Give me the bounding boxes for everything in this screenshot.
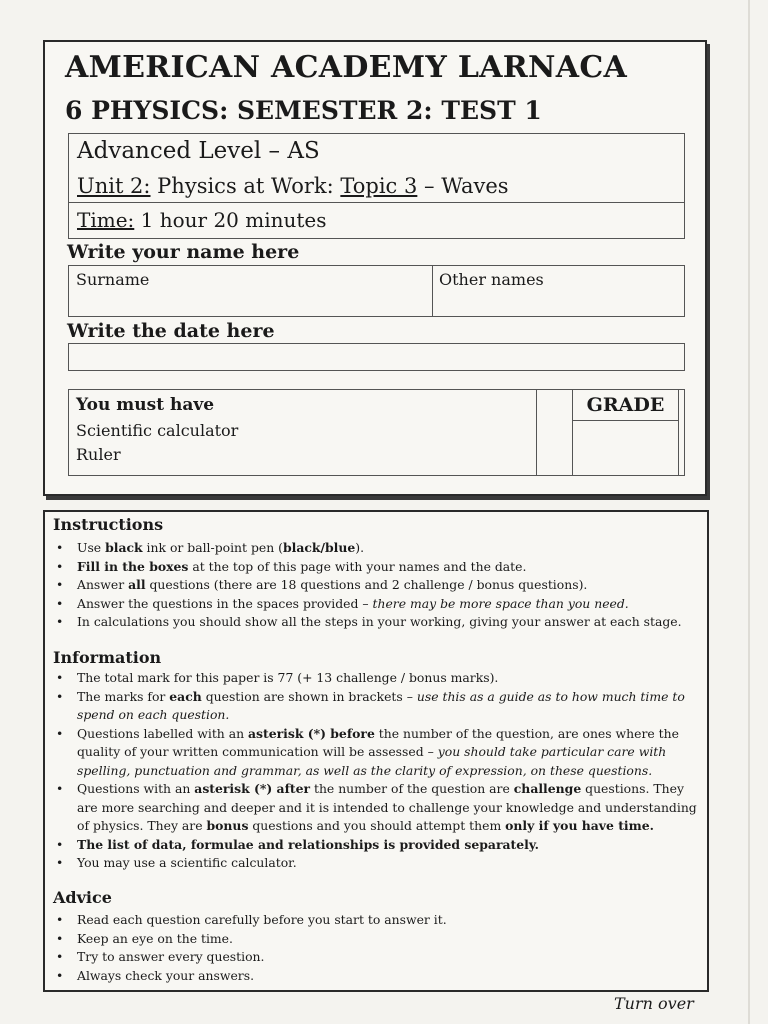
unit-label: Unit 2: — [77, 174, 151, 198]
bullet-item — [53, 967, 703, 986]
bullet-item — [53, 558, 703, 577]
unit-title: Physics at Work: — [150, 174, 341, 198]
equipment-box — [68, 389, 685, 476]
bullet-text: Try to answer every question. — [77, 949, 265, 964]
bullet-item — [53, 725, 703, 781]
name-heading: Write your name here — [67, 241, 300, 263]
bullet-item — [53, 836, 703, 855]
instructions-list — [53, 539, 703, 632]
bullet-text: questions (there are 18 questions and 2 challenge / bonus questions). — [145, 577, 588, 592]
bullet-item — [53, 780, 703, 836]
grade-label: GRADE — [572, 390, 679, 421]
time-value: 1 hour 20 minutes — [134, 208, 327, 232]
other-names-field[interactable]: Other names — [439, 270, 544, 289]
time-label: Time: — [77, 208, 135, 232]
course-info-box — [68, 133, 685, 239]
bullet-text: the number of the question, are ones where the quality of your written communication will be assessed – — [77, 725, 679, 759]
bullet-text: black — [105, 540, 143, 555]
turn-over-note: Turn over — [614, 994, 694, 1013]
bullet-text: asterisk (*) before — [248, 725, 375, 741]
bullet-text: Questions with an — [77, 781, 195, 796]
bullet-text: each — [169, 688, 202, 704]
bullet-text: You may use a scientific calculator. — [77, 855, 297, 870]
bullet-item — [53, 930, 703, 949]
bullet-item — [53, 595, 703, 614]
bullet-text: Keep an eye on the time. — [77, 930, 233, 946]
equipment-divider — [536, 390, 537, 475]
bullet-text: Questions labelled with an — [77, 725, 249, 741]
time-row — [69, 202, 684, 239]
level-label: Advanced Level – AS — [77, 138, 320, 164]
bullet-text: all — [128, 577, 146, 592]
unit-line — [77, 174, 509, 198]
topic-title: – Waves — [417, 174, 509, 198]
bullet-text: The marks for — [77, 688, 170, 704]
bullet-text: Read each question carefully before you start to answer it. — [77, 912, 447, 927]
bullet-text: only if you have time. — [505, 818, 654, 833]
bullet-text: black/blue — [282, 540, 356, 555]
cover-header — [43, 40, 707, 496]
bullet-item — [53, 669, 703, 688]
bullet-item — [53, 854, 703, 873]
bullet-item — [53, 539, 703, 558]
equipment-title: You must have — [76, 395, 215, 415]
bullet-text: Answer the questions in the spaces provided – — [77, 595, 373, 611]
bullet-text: the number of the question are — [310, 781, 514, 796]
advice-title: Advice — [53, 888, 112, 907]
bullet-text: The list of data, formulae and relationships is provided separately. — [77, 836, 539, 852]
instructions-title: Instructions — [53, 515, 164, 534]
bullet-text: questions. They are more searching and deeper and it is intended to challenge your knowledge and understanding of physics. They are — [77, 781, 697, 833]
bullet-text: you should take particular care with spelling, punctuation and grammar, as well as the clarity of expression, on these questions. — [77, 744, 667, 778]
equipment-item: Ruler — [76, 445, 121, 464]
bullet-text: at the top of this page with your names and the date. — [188, 558, 527, 574]
bullet-text: Always check your answers. — [77, 967, 255, 983]
bullet-text: Use — [77, 540, 106, 555]
bullet-text: use this as a guide as to how much time to spend on each question. — [77, 688, 685, 722]
bullet-item — [53, 613, 703, 632]
bullet-text: ink or ball-point pen ( — [142, 540, 283, 555]
bullet-text: question are shown in brackets – — [201, 688, 417, 704]
bullet-text: Answer — [77, 577, 129, 592]
advice-list — [53, 911, 703, 985]
bullet-item — [53, 911, 703, 930]
bullet-text: asterisk (*) after — [194, 781, 311, 796]
bullet-text: questions and you should attempt them — [248, 818, 506, 833]
bullet-text: In calculations you should show all the steps in your working, giving your answer at each stage. — [77, 614, 682, 629]
information-list — [53, 669, 703, 873]
bullet-text: ). — [355, 540, 365, 555]
test-title: 6 PHYSICS: SEMESTER 2: TEST 1 — [65, 96, 542, 125]
bullet-text: The total mark for this paper is 77 (+ 13 challenge / bonus marks). — [77, 670, 499, 685]
name-divider — [432, 266, 433, 316]
topic-label: Topic 3 — [340, 174, 418, 198]
date-heading: Write the date here — [67, 320, 275, 342]
equipment-item: Scientific calculator — [76, 421, 239, 440]
bullet-text: challenge — [513, 781, 582, 796]
bullet-item — [53, 576, 703, 595]
surname-field[interactable]: Surname — [76, 270, 150, 289]
school-name: AMERICAN ACADEMY LARNACA — [65, 50, 628, 85]
name-box[interactable] — [68, 265, 685, 317]
date-field[interactable] — [68, 343, 685, 371]
bullet-text: bonus — [206, 818, 249, 833]
time-allowed — [77, 208, 327, 232]
information-title: Information — [53, 648, 162, 667]
bullet-item — [53, 948, 703, 967]
bullet-text: Fill in the boxes — [77, 558, 189, 574]
bullet-text: there may be more space than you need. — [372, 595, 629, 611]
bullet-item — [53, 688, 703, 725]
instructions-box — [43, 510, 709, 992]
grade-field[interactable] — [572, 420, 679, 475]
page-edge — [748, 0, 750, 1024]
